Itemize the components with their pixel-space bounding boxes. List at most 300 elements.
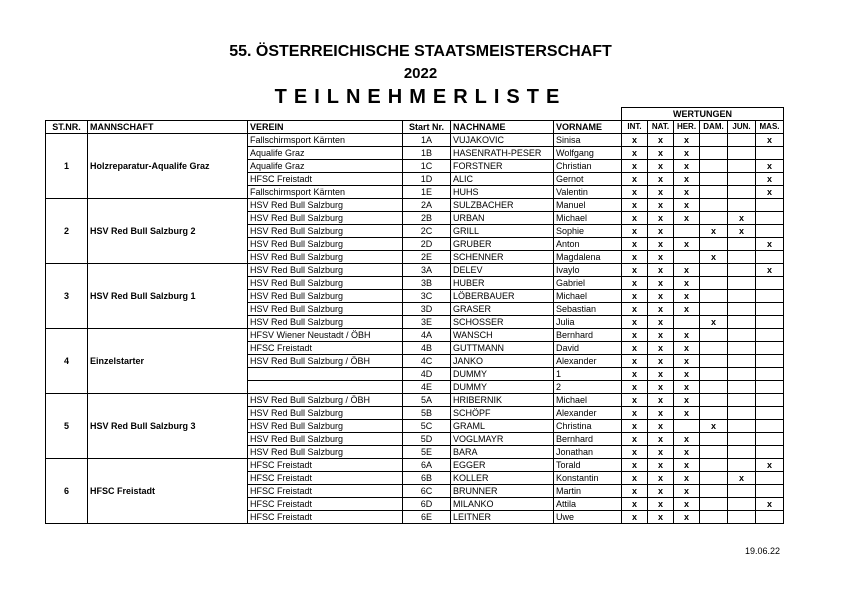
lastname-cell: URBAN [451,212,554,225]
wertung-cell [700,212,728,225]
table-row [46,264,784,277]
firstname-cell: David [554,342,622,355]
col-header-dam: DAM. [700,121,728,134]
club-cell: HSV Red Bull Salzburg [248,212,403,225]
start-number-cell: 2E [403,251,451,264]
wertung-cell: x [648,368,674,381]
wertung-cell: x [674,394,700,407]
wertung-cell [700,238,728,251]
wertung-cell: x [648,303,674,316]
start-number-cell: 3B [403,277,451,290]
wertung-cell [756,303,784,316]
col-header-mas: MAS. [756,121,784,134]
wertung-cell: x [622,368,648,381]
wertung-cell: x [674,264,700,277]
col-header-vorname: VORNAME [554,121,622,134]
wertung-cell [700,199,728,212]
table-row [46,134,784,147]
wertung-cell [756,225,784,238]
wertung-cell: x [756,238,784,251]
lastname-cell: GRUBER [451,238,554,251]
club-cell: HSV Red Bull Salzburg / ÖBH [248,394,403,407]
wertung-cell: x [622,134,648,147]
list-title: TEILNEHMERLISTE [274,86,567,108]
club-cell: Aqualife Graz [248,160,403,173]
wertung-cell [700,368,728,381]
club-cell: HSV Red Bull Salzburg [248,225,403,238]
club-cell: HFSC Freistadt [248,485,403,498]
lastname-cell: GUTTMANN [451,342,554,355]
firstname-cell: Sebastian [554,303,622,316]
wertung-cell [756,199,784,212]
wertung-cell [728,394,756,407]
table-row [46,199,784,212]
firstname-cell: Torald [554,459,622,472]
start-number-cell: 1A [403,134,451,147]
wertung-cell: x [648,212,674,225]
club-cell: HFSC Freistadt [248,459,403,472]
lastname-cell: HRIBERNIK [451,394,554,407]
wertung-cell [700,485,728,498]
wertung-cell: x [700,316,728,329]
wertung-cell [700,186,728,199]
wertung-cell: x [648,173,674,186]
wertung-cell: x [756,498,784,511]
lastname-cell: LEITNER [451,511,554,524]
lastname-cell: SCHOSSER [451,316,554,329]
start-number-cell: 1B [403,147,451,160]
wertung-cell: x [700,251,728,264]
start-number-cell: 2C [403,225,451,238]
team-name: HSV Red Bull Salzburg 3 [88,394,248,459]
wertung-cell: x [674,277,700,290]
wertung-cell [700,303,728,316]
club-cell: HSV Red Bull Salzburg [248,316,403,329]
lastname-cell: GRAML [451,420,554,433]
wertung-cell [728,498,756,511]
firstname-cell: Magdalena [554,251,622,264]
wertung-cell: x [622,459,648,472]
start-number-cell: 6A [403,459,451,472]
club-cell: HSV Red Bull Salzburg [248,303,403,316]
start-number-cell: 5E [403,446,451,459]
wertung-cell: x [648,446,674,459]
firstname-cell: Anton [554,238,622,251]
lastname-cell: KOLLER [451,472,554,485]
start-number-cell: 4E [403,381,451,394]
wertung-cell: x [622,511,648,524]
footer-date: 19.06.22 [745,546,781,556]
wertung-cell [674,225,700,238]
table-row [46,459,784,472]
wertung-cell: x [622,342,648,355]
wertung-cell: x [622,186,648,199]
firstname-cell: Michael [554,290,622,303]
club-cell: HSV Red Bull Salzburg [248,238,403,251]
wertung-cell: x [622,173,648,186]
wertung-cell [756,394,784,407]
firstname-cell: Gernot [554,173,622,186]
wertung-cell [700,277,728,290]
wertung-cell [728,446,756,459]
lastname-cell: MILANKO [451,498,554,511]
wertung-cell: x [648,420,674,433]
wertung-cell [728,160,756,173]
wertung-cell: x [622,147,648,160]
firstname-cell: Attila [554,498,622,511]
wertung-cell [756,355,784,368]
wertung-cell: x [756,173,784,186]
wertung-cell [700,147,728,160]
table-row [46,394,784,407]
wertung-cell: x [674,173,700,186]
wertung-cell: x [674,355,700,368]
wertung-cell: x [622,290,648,303]
wertung-cell: x [674,199,700,212]
start-number-cell: 1E [403,186,451,199]
lastname-cell: SCHENNER [451,251,554,264]
start-number-cell: 5D [403,433,451,446]
wertung-cell: x [648,251,674,264]
wertung-cell [700,329,728,342]
wertung-cell: x [648,134,674,147]
wertung-cell: x [648,342,674,355]
wertung-cell [756,446,784,459]
wertung-cell [728,134,756,147]
wertung-cell [756,212,784,225]
wertung-cell [728,329,756,342]
firstname-cell: Bernhard [554,433,622,446]
start-number-cell: 4A [403,329,451,342]
participant-table [45,107,784,524]
wertung-cell: x [648,394,674,407]
firstname-cell: Bernhard [554,329,622,342]
wertung-cell [728,511,756,524]
club-cell: HSV Red Bull Salzburg [248,199,403,212]
wertung-cell [756,147,784,160]
wertung-cell: x [756,186,784,199]
wertung-cell [728,238,756,251]
wertung-cell: x [674,147,700,160]
wertung-cell: x [674,459,700,472]
wertung-cell: x [648,264,674,277]
wertung-cell [728,316,756,329]
lastname-cell: EGGER [451,459,554,472]
wertung-cell: x [674,381,700,394]
col-header-startnr: Start Nr. [403,121,451,134]
wertung-cell [700,407,728,420]
wertung-cell: x [648,225,674,238]
wertung-cell: x [622,498,648,511]
lastname-cell: WANSCH [451,329,554,342]
table-row [46,329,784,342]
wertung-cell [700,498,728,511]
club-cell: HFSC Freistadt [248,498,403,511]
wertung-cell: x [622,212,648,225]
team-name: HSV Red Bull Salzburg 2 [88,199,248,264]
wertung-cell: x [674,212,700,225]
wertung-cell [728,186,756,199]
lastname-cell: BARA [451,446,554,459]
lastname-cell: HUBER [451,277,554,290]
wertung-cell: x [728,212,756,225]
wertung-cell [756,290,784,303]
wertung-cell: x [648,459,674,472]
wertung-cell: x [756,160,784,173]
wertung-cell [756,329,784,342]
team-number: 2 [46,199,88,264]
wertung-cell [700,173,728,186]
wertung-cell: x [622,199,648,212]
wertung-cell [756,511,784,524]
start-number-cell: 6C [403,485,451,498]
start-number-cell: 2B [403,212,451,225]
firstname-cell: Sinisa [554,134,622,147]
wertung-cell: x [674,160,700,173]
wertung-cell [728,433,756,446]
team-name: HFSC Freistadt [88,459,248,524]
wertung-cell [756,368,784,381]
wertung-cell: x [622,446,648,459]
team-number: 4 [46,329,88,394]
wertungen-header: WERTUNGEN [622,108,784,121]
wertung-cell [700,264,728,277]
wertung-cell: x [648,290,674,303]
lastname-cell: HASENRATH-PESER [451,147,554,160]
col-header-verein: VEREIN [248,121,403,134]
wertung-cell [728,459,756,472]
club-cell: HFSC Freistadt [248,173,403,186]
wertung-cell [700,342,728,355]
start-number-cell: 3E [403,316,451,329]
wertung-cell [700,433,728,446]
wertung-cell [728,342,756,355]
wertung-cell: x [622,472,648,485]
start-number-cell: 4B [403,342,451,355]
firstname-cell: Julia [554,316,622,329]
wertung-cell: x [700,225,728,238]
firstname-cell: Alexander [554,355,622,368]
wertung-cell [756,472,784,485]
wertung-cell [728,368,756,381]
firstname-cell: Konstantin [554,472,622,485]
club-cell: HSV Red Bull Salzburg [248,264,403,277]
page-year: 2022 [403,65,438,82]
club-cell: HSV Red Bull Salzburg [248,446,403,459]
team-number: 5 [46,394,88,459]
wertung-cell: x [674,134,700,147]
start-number-cell: 5A [403,394,451,407]
wertung-cell: x [648,498,674,511]
wertung-cell [700,134,728,147]
wertung-cell: x [648,485,674,498]
start-number-cell: 6D [403,498,451,511]
wertung-cell [700,381,728,394]
lastname-cell: GRILL [451,225,554,238]
wertung-cell: x [648,238,674,251]
wertung-cell: x [674,303,700,316]
firstname-cell: Alexander [554,407,622,420]
firstname-cell: Michael [554,394,622,407]
firstname-cell: Michael [554,212,622,225]
wertung-cell: x [756,459,784,472]
wertung-cell: x [648,355,674,368]
wertung-cell: x [728,225,756,238]
wertung-cell: x [622,394,648,407]
wertung-cell: x [674,238,700,251]
team-name: Einzelstarter [88,329,248,394]
wertung-cell: x [648,407,674,420]
wertung-cell [674,420,700,433]
club-cell: Fallschirmsport Kärnten [248,186,403,199]
club-cell: Aqualife Graz [248,147,403,160]
club-cell: HFSV Wiener Neustadt / ÖBH [248,329,403,342]
wertung-cell: x [648,472,674,485]
wertung-cell [728,264,756,277]
firstname-cell: Jonathan [554,446,622,459]
wertung-cell [756,277,784,290]
wertung-cell: x [622,251,648,264]
col-header-nachname: NACHNAME [451,121,554,134]
club-cell: HSV Red Bull Salzburg [248,407,403,420]
wertung-cell: x [622,264,648,277]
wertung-cell [756,342,784,355]
col-header-stnr: ST.NR. [46,121,88,134]
firstname-cell: Valentin [554,186,622,199]
wertung-cell: x [674,472,700,485]
wertung-cell: x [674,485,700,498]
wertung-cell: x [728,472,756,485]
wertung-cell [728,420,756,433]
team-number: 6 [46,459,88,524]
start-number-cell: 4C [403,355,451,368]
wertung-cell [700,459,728,472]
wertung-cell: x [700,420,728,433]
wertung-cell: x [674,186,700,199]
wertung-cell [700,472,728,485]
wertung-cell [756,420,784,433]
wertung-cell: x [622,433,648,446]
wertung-cell [728,381,756,394]
club-cell [248,368,403,381]
wertung-cell: x [622,238,648,251]
wertung-cell [700,355,728,368]
wertung-cell [700,290,728,303]
wertung-cell: x [622,381,648,394]
team-number: 3 [46,264,88,329]
wertung-cell [728,147,756,160]
lastname-cell: VUJAKOVIC [451,134,554,147]
lastname-cell: DELEV [451,264,554,277]
wertung-cell [756,433,784,446]
wertung-cell: x [622,329,648,342]
wertung-cell [700,446,728,459]
wertung-cell [756,251,784,264]
wertung-cell [756,407,784,420]
wertung-cell: x [648,511,674,524]
team-name: HSV Red Bull Salzburg 1 [88,264,248,329]
lastname-cell: DUMMY [451,381,554,394]
lastname-cell: FORSTNER [451,160,554,173]
wertung-cell: x [674,498,700,511]
start-number-cell: 6E [403,511,451,524]
wertung-cell: x [622,485,648,498]
wertung-cell [728,277,756,290]
start-number-cell: 5B [403,407,451,420]
wertung-cell: x [674,446,700,459]
col-header-jun: JUN. [728,121,756,134]
club-cell: Fallschirmsport Kärnten [248,134,403,147]
wertung-cell [728,407,756,420]
wertung-cell [728,290,756,303]
wertung-cell [756,485,784,498]
wertung-cell: x [674,407,700,420]
wertung-cell: x [622,160,648,173]
wertung-cell [728,173,756,186]
col-header-her: HER. [674,121,700,134]
wertung-cell: x [622,355,648,368]
wertung-cell [700,394,728,407]
wertung-cell: x [648,147,674,160]
club-cell: HFSC Freistadt [248,342,403,355]
start-number-cell: 1D [403,173,451,186]
wertung-cell: x [648,199,674,212]
wertung-cell: x [648,381,674,394]
start-number-cell: 2D [403,238,451,251]
start-number-cell: 2A [403,199,451,212]
wertung-cell: x [648,186,674,199]
firstname-cell: Gabriel [554,277,622,290]
firstname-cell: 2 [554,381,622,394]
club-cell [248,381,403,394]
wertung-cell: x [622,420,648,433]
wertung-cell: x [648,160,674,173]
team-number: 1 [46,134,88,199]
firstname-cell: Christina [554,420,622,433]
firstname-cell: Wolfgang [554,147,622,160]
wertung-cell: x [674,433,700,446]
wertung-cell: x [756,264,784,277]
lastname-cell: JANKO [451,355,554,368]
club-cell: HSV Red Bull Salzburg [248,277,403,290]
lastname-cell: SCHÖPF [451,407,554,420]
wertung-cell: x [622,277,648,290]
wertung-cell: x [674,368,700,381]
wertung-cell [700,160,728,173]
club-cell: HSV Red Bull Salzburg / ÖBH [248,355,403,368]
club-cell: HSV Red Bull Salzburg [248,420,403,433]
wertung-cell: x [622,225,648,238]
wertung-cell [756,316,784,329]
wertung-cell [728,303,756,316]
col-header-int: INT. [622,121,648,134]
wertung-cell [674,316,700,329]
wertung-cell: x [756,134,784,147]
wertung-cell: x [622,316,648,329]
wertung-cell [728,251,756,264]
wertung-cell [728,485,756,498]
lastname-cell: SULZBACHER [451,199,554,212]
wertung-cell: x [648,316,674,329]
wertung-cell [728,355,756,368]
lastname-cell: GRASER [451,303,554,316]
firstname-cell: 1 [554,368,622,381]
wertung-cell: x [648,329,674,342]
club-cell: HFSC Freistadt [248,511,403,524]
col-header-nat: NAT. [648,121,674,134]
firstname-cell: Sophie [554,225,622,238]
lastname-cell: VOGLMAYR [451,433,554,446]
